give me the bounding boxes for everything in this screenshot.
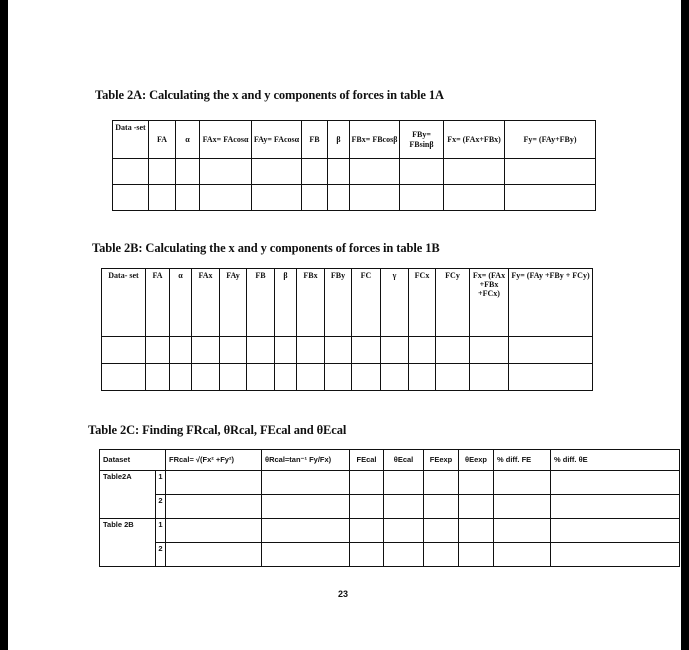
table-cell[interactable] <box>192 337 220 364</box>
table-cell[interactable] <box>505 185 596 211</box>
table-cell[interactable] <box>350 471 384 495</box>
table-cell[interactable] <box>200 185 252 211</box>
table-cell[interactable] <box>436 337 470 364</box>
table-2a-header-row <box>113 121 596 159</box>
table-cell[interactable] <box>166 495 262 519</box>
table-cell[interactable] <box>509 364 593 391</box>
table-2b <box>101 268 593 391</box>
table-row <box>100 543 680 567</box>
table-2a-header: FAy= FAcosα <box>252 121 302 159</box>
table-cell[interactable] <box>400 185 444 211</box>
table-cell[interactable] <box>424 495 459 519</box>
table-2c-header: FRcal= √(Fx² +Fy²) <box>166 450 262 471</box>
table-cell[interactable] <box>192 364 220 391</box>
table-cell[interactable] <box>509 337 593 364</box>
document-page <box>8 0 681 650</box>
table-2a <box>112 120 596 211</box>
table-cell[interactable] <box>350 543 384 567</box>
table-2b-header: FAx <box>192 269 220 337</box>
table-cell[interactable] <box>328 185 350 211</box>
table-cell[interactable] <box>424 543 459 567</box>
table-cell[interactable] <box>459 471 494 495</box>
table-2b-header: FB <box>247 269 275 337</box>
table-cell[interactable] <box>275 364 297 391</box>
table-2b-header: FCx <box>409 269 436 337</box>
table-cell[interactable] <box>297 337 325 364</box>
table-2b-header: Data- set <box>102 269 146 337</box>
table-row <box>102 364 593 391</box>
table-2b-header-row <box>102 269 593 337</box>
table-2c-header-row <box>100 450 680 471</box>
table-cell[interactable] <box>424 471 459 495</box>
table-cell[interactable] <box>328 159 350 185</box>
table-cell[interactable] <box>384 495 424 519</box>
table-cell[interactable] <box>459 495 494 519</box>
table-cell[interactable] <box>166 471 262 495</box>
table-2c-header: FEexp <box>424 450 459 471</box>
table-cell[interactable] <box>170 337 192 364</box>
table-2c-header: θEcal <box>384 450 424 471</box>
table-2b-header: FC <box>352 269 381 337</box>
table-2a-header: FBy= FBsinβ <box>400 121 444 159</box>
table-cell[interactable] <box>400 159 444 185</box>
table-cell[interactable] <box>470 364 509 391</box>
table-cell[interactable] <box>146 364 170 391</box>
table-2b-header: FBy <box>325 269 352 337</box>
table-cell[interactable] <box>494 519 551 543</box>
table-2c-header: FEcal <box>350 450 384 471</box>
table-2a-header: FBx= FBcosβ <box>350 121 400 159</box>
table-2b-title: Table 2B: Calculating the x and y components of forces in table 1B <box>92 241 440 255</box>
table-cell[interactable] <box>247 337 275 364</box>
trial-number: 2 <box>156 543 166 567</box>
table-2a-header: FA <box>149 121 176 159</box>
table-cell[interactable] <box>350 495 384 519</box>
table-cell[interactable] <box>297 364 325 391</box>
table-cell[interactable] <box>352 337 381 364</box>
table-cell[interactable] <box>102 364 146 391</box>
dataset-label: Table 2B <box>100 519 156 567</box>
table-cell[interactable] <box>262 519 350 543</box>
table-2b-header: FCy <box>436 269 470 337</box>
table-cell[interactable] <box>262 543 350 567</box>
table-cell[interactable] <box>381 337 409 364</box>
table-2a-header: β <box>328 121 350 159</box>
table-row <box>102 337 593 364</box>
table-cell[interactable] <box>149 159 176 185</box>
table-cell[interactable] <box>166 519 262 543</box>
table-2b-header: α <box>170 269 192 337</box>
table-cell[interactable] <box>551 519 680 543</box>
table-2b-header: γ <box>381 269 409 337</box>
table-cell[interactable] <box>494 471 551 495</box>
table-cell[interactable] <box>494 495 551 519</box>
table-cell[interactable] <box>113 159 149 185</box>
table-cell[interactable] <box>409 337 436 364</box>
table-cell[interactable] <box>551 471 680 495</box>
table-cell[interactable] <box>551 495 680 519</box>
table-cell[interactable] <box>444 159 505 185</box>
table-cell[interactable] <box>384 543 424 567</box>
table-2a-header: Data -set <box>113 121 149 159</box>
table-cell[interactable] <box>459 543 494 567</box>
table-cell[interactable] <box>262 471 350 495</box>
table-cell[interactable] <box>551 543 680 567</box>
table-2a-header: α <box>176 121 200 159</box>
table-2c-header: Dataset <box>100 450 166 471</box>
trial-number: 2 <box>156 495 166 519</box>
table-2c-header: % diff. θE <box>551 450 680 471</box>
table-2b-header: β <box>275 269 297 337</box>
table-cell[interactable] <box>252 185 302 211</box>
table-cell[interactable] <box>350 159 400 185</box>
table-2c-header: θEexp <box>459 450 494 471</box>
table-2a-header: FB <box>302 121 328 159</box>
table-cell[interactable] <box>176 185 200 211</box>
table-2a-header: Fy= (FAy+FBy) <box>505 121 596 159</box>
table-2b-header: Fx= (FAx +FBx +FCx) <box>470 269 509 337</box>
table-cell[interactable] <box>325 364 352 391</box>
table-cell[interactable] <box>149 185 176 211</box>
table-2b-header: FA <box>146 269 170 337</box>
table-row <box>113 185 596 211</box>
table-cell[interactable] <box>166 543 262 567</box>
table-cell[interactable] <box>505 159 596 185</box>
table-cell[interactable] <box>220 364 247 391</box>
table-row <box>100 471 680 495</box>
table-2c-header: θRcal=tan⁻¹ Fy/Fx) <box>262 450 350 471</box>
table-cell[interactable] <box>384 471 424 495</box>
table-2b-header: FBx <box>297 269 325 337</box>
table-cell[interactable] <box>252 159 302 185</box>
table-cell[interactable] <box>146 337 170 364</box>
dataset-label: Table2A <box>100 471 156 519</box>
table-cell[interactable] <box>381 364 409 391</box>
table-cell[interactable] <box>113 185 149 211</box>
table-cell[interactable] <box>247 364 275 391</box>
table-cell[interactable] <box>436 364 470 391</box>
table-cell[interactable] <box>262 495 350 519</box>
table-cell[interactable] <box>494 543 551 567</box>
table-2a-title: Table 2A: Calculating the x and y components of forces in table 1A <box>95 88 444 102</box>
table-cell[interactable] <box>384 519 424 543</box>
table-2b-header: FAy <box>220 269 247 337</box>
table-cell[interactable] <box>444 185 505 211</box>
trial-number: 1 <box>156 471 166 495</box>
table-cell[interactable] <box>275 337 297 364</box>
table-cell[interactable] <box>325 337 352 364</box>
table-cell[interactable] <box>302 185 328 211</box>
table-2b-header: Fy= (FAy +FBy + FCy) <box>509 269 593 337</box>
table-cell[interactable] <box>350 519 384 543</box>
table-cell[interactable] <box>302 159 328 185</box>
table-cell[interactable] <box>470 337 509 364</box>
table-cell[interactable] <box>459 519 494 543</box>
table-cell[interactable] <box>102 337 146 364</box>
table-row <box>113 159 596 185</box>
page-number: 23 <box>338 589 349 599</box>
table-2a-header: Fx= (FAx+FBx) <box>444 121 505 159</box>
table-cell[interactable] <box>350 185 400 211</box>
table-row <box>100 495 680 519</box>
table-2c <box>99 449 680 567</box>
table-row <box>100 519 680 543</box>
table-2c-header: % diff. FE <box>494 450 551 471</box>
table-cell[interactable] <box>409 364 436 391</box>
table-cell[interactable] <box>170 364 192 391</box>
table-cell[interactable] <box>200 159 252 185</box>
table-cell[interactable] <box>424 519 459 543</box>
trial-number: 1 <box>156 519 166 543</box>
table-2c-title: Table 2C: Finding FRcal, θRcal, FEcal and θEcal <box>88 423 347 437</box>
table-2a-header: FAx= FAcosα <box>200 121 252 159</box>
table-cell[interactable] <box>176 159 200 185</box>
table-cell[interactable] <box>220 337 247 364</box>
table-cell[interactable] <box>352 364 381 391</box>
